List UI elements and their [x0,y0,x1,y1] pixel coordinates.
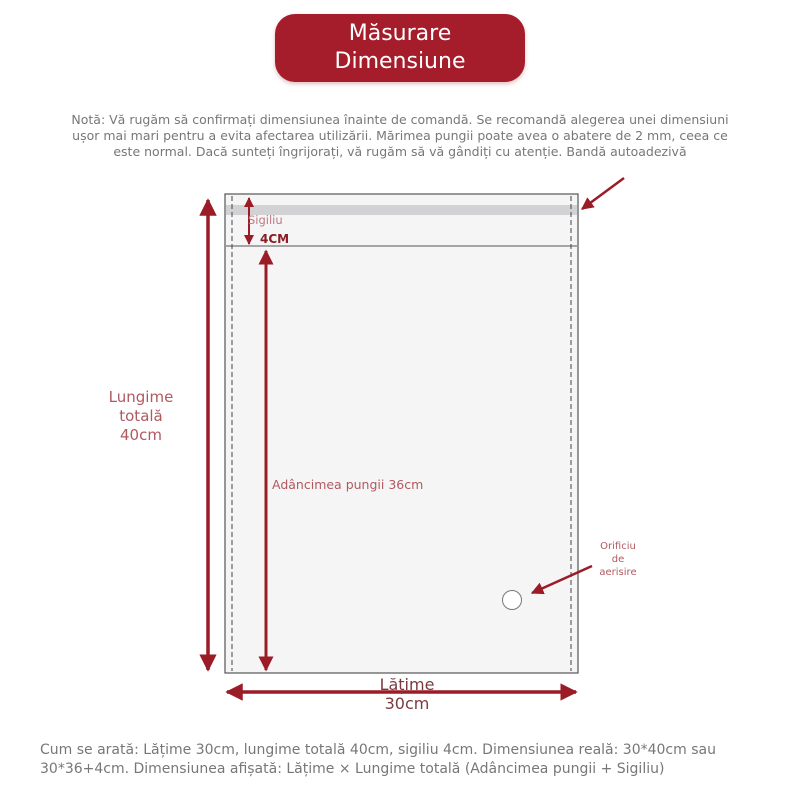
title-line-1: Măsurare [348,21,452,46]
vent-label: Orificiu de aerisire [599,541,637,578]
seal-value: 4CM [260,232,290,246]
footer-text: Cum se arată: Lățime 30cm, lungime totală 40cm, sigiliu 4cm. Dimensiunea reală: 30*40cm sau 30*36+4cm. Dimensiunea afișată: Lățime × Lungime totală (Adâncimea pungii + Sigiliu) [40,742,716,777]
title-line-2: Dimensiune [334,49,466,74]
vent-hole [503,591,522,610]
bag-outline [225,194,578,673]
width-label-word: Lățime [379,675,435,694]
total-length-label: Lungime totală 40cm [108,388,174,444]
width-label-value: 30cm [384,694,430,713]
width-label [360,675,454,713]
seal-label: Sigiliu [248,213,283,227]
depth-label: Adâncimea pungii 36cm [272,477,424,492]
note-text: Notă: Vă rugăm să confirmați dimensiunea înainte de comandă. Se recomandă alegerea unei dimensiuni ușor mai mari pentru a evita afectarea utilizării. Mărimea pungii poate avea o abatere de 2 mm, ceea ce este normal. Dacă sunteți îngrijorați, vă rugăm să vă gândiți cu atenție. Bandă autoadezivă [71,112,729,159]
adhesive-pointer-arrow [582,178,624,209]
